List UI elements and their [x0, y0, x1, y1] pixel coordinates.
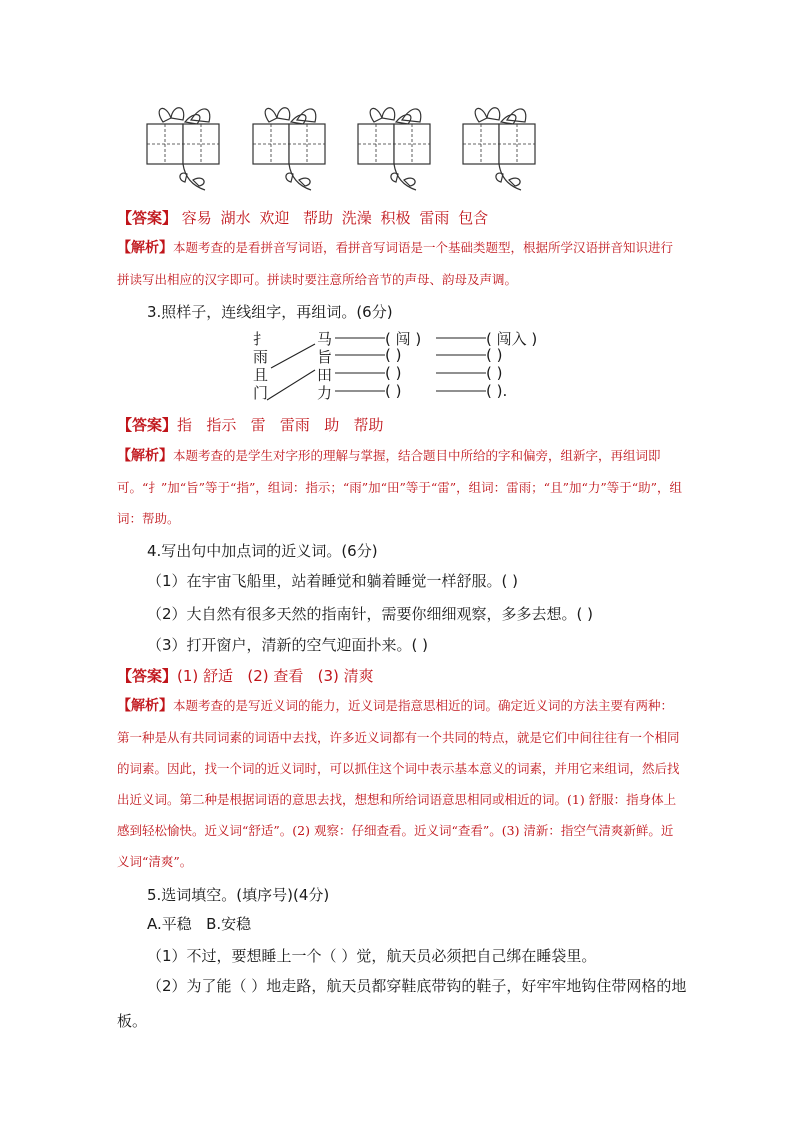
char-blank: ( )	[385, 364, 402, 382]
component: 马	[317, 330, 333, 348]
component: 旨	[317, 348, 333, 366]
pinyin-writing-box-2	[249, 100, 339, 195]
char-blank: ( )	[385, 382, 402, 400]
q5-item-1: （1）不过，要想睡上一个（ ）觉，航天员必须把自己绑在睡袋里。	[147, 947, 597, 965]
analysis-text: 本题考查的是写近义词的能力，近义词是指意思相近的词。确定近义词的方法主要有两种：第一种是从有共同词素的词语中去找，许多近义词都有一个共同的特点，就是它们中间往往有一个相同的词素。因此，找一个词的近义词时，可以抓住这个词中表示基本意义的词素，并用它来组词，然后找出近义词。第二种是根据词语的意思去找，想想和所给词语意思相同或相近的词。(1) 舒服：指身体上感到轻松愉快。近义词“舒适”。(2) 观察：仔细查看。近义词“查看”。(3) 清新：指空气清爽新鲜。近义词“清爽”。	[117, 698, 680, 869]
answer-tag: 【答案】	[117, 416, 178, 434]
analysis-text: 本题考查的是学生对字形的理解与掌握，结合题目中所给的字和偏旁，组新字，再组词即可。“扌”加“旨”等于“指”，组词：指示；“雨”加“田”等于“雷”，组词：雷雨；“且”加“力”等于“助”，组词：帮助。	[117, 448, 683, 526]
q3-matching-exercise	[251, 328, 551, 408]
q5-title: 5.选词填空。(填序号)(4分)	[147, 886, 330, 904]
radical: 雨	[253, 348, 269, 366]
q5-item-2: （2）为了能（ ）地走路，航天员都穿鞋底带钩的鞋子，好牢牢地钩住带网格的地板。	[117, 977, 687, 1030]
q4-answer	[117, 665, 374, 686]
pinyin-writing-box-1	[143, 100, 233, 195]
answer-text: (1) 舒适 (2) 查看 (3) 清爽	[177, 667, 374, 685]
flower-box-icon	[354, 100, 444, 195]
answer-word: 容易	[181, 209, 212, 227]
q2-answer	[117, 207, 492, 228]
flower-box-icon	[249, 100, 339, 195]
analysis-text: 本题考查的是看拼音写词语，看拼音写词语是一个基础类题型，根据所学汉语拼音知识进行拼读写出相应的汉字即可。拼读时要注意所给音节的声母、韵母及声调。	[117, 240, 674, 287]
q3-answer	[117, 414, 384, 435]
answer-word: 雷雨	[419, 209, 450, 227]
flower-box-icon	[459, 100, 549, 195]
analysis-tag: 【解析】	[117, 698, 173, 714]
q2-analysis	[117, 232, 683, 295]
answer-word: 洗澡	[341, 209, 372, 227]
answer-tag: 【答案】	[117, 209, 178, 227]
component: 力	[317, 384, 333, 402]
answer-word: 包含	[458, 209, 489, 227]
q4-analysis	[117, 690, 683, 877]
word-blank: ( )	[486, 364, 503, 382]
radical: 门	[253, 384, 269, 402]
analysis-tag: 【解析】	[117, 240, 173, 256]
q4-title: 4.写出句中加点词的近义词。(6分)	[147, 542, 378, 560]
radical: 扌	[253, 330, 269, 348]
answer-word: 湖水	[220, 209, 251, 227]
answer-text: 指 指示 雷 雷雨 助 帮助	[177, 416, 384, 434]
component: 田	[317, 366, 333, 384]
char-blank: ( 闯 )	[385, 330, 422, 348]
q4-item-2: （2）大自然有很多天然的指南针，需要你细细观察，多多去想。( )	[147, 605, 594, 623]
answer-tag: 【答案】	[117, 667, 178, 685]
q4-item-1: （1）在宇宙飞船里，站着睡觉和躺着睡觉一样舒服。( )	[147, 572, 519, 590]
word-blank: ( ).	[486, 382, 508, 400]
radical: 且	[253, 366, 269, 384]
answer-word: 欢迎	[259, 209, 290, 227]
q3-title: 3.照样子，连线组字，再组词。(6分)	[147, 303, 393, 321]
answer-word: 帮助	[302, 209, 333, 227]
answer-word: 积极	[380, 209, 411, 227]
word-blank: ( )	[486, 346, 503, 364]
q5-options: A.平稳 B.安稳	[147, 915, 252, 933]
word-blank: ( 闯入 )	[486, 330, 538, 348]
pinyin-writing-box-4	[459, 100, 549, 195]
flower-box-icon	[143, 100, 233, 195]
q4-item-3: （3）打开窗户，清新的空气迎面扑来。( )	[147, 636, 429, 654]
analysis-tag: 【解析】	[117, 448, 173, 464]
q3-analysis	[117, 440, 683, 534]
pinyin-writing-box-3	[354, 100, 444, 195]
char-blank: ( )	[385, 346, 402, 364]
